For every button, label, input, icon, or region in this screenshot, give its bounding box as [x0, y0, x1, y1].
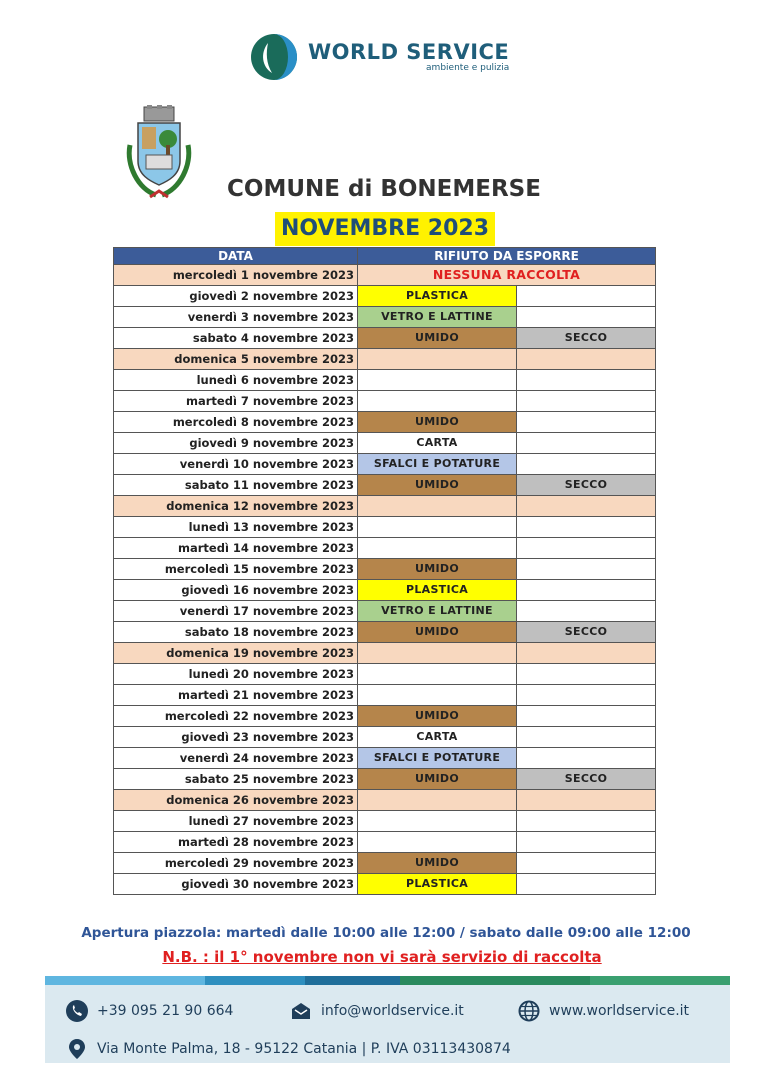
- date-cell: venerdì 24 novembre 2023: [114, 748, 358, 769]
- date-cell: mercoledì 1 novembre 2023: [114, 265, 358, 286]
- waste-cell: SFALCI E POTATURE: [358, 454, 517, 475]
- address-text: Via Monte Palma, 18 - 95122 Catania | P. IVA 03113430874: [97, 1041, 511, 1057]
- waste-cell: UMIDO: [358, 622, 517, 643]
- table-row: [114, 664, 656, 685]
- waste-cell-secondary: [517, 559, 656, 580]
- table-row: [114, 517, 656, 538]
- table-row: [114, 475, 656, 496]
- waste-cell-secondary: [517, 349, 656, 370]
- waste-cell-secondary: [517, 853, 656, 874]
- table-row: [114, 874, 656, 895]
- website-url: www.worldservice.it: [549, 1003, 690, 1019]
- waste-cell: [358, 790, 517, 811]
- month-title: NOVEMBRE 2023: [275, 212, 495, 246]
- footer-email[interactable]: [290, 1000, 464, 1022]
- no-collection-cell: NESSUNA RACCOLTA: [358, 265, 656, 286]
- table-row: [114, 412, 656, 433]
- waste-cell: [358, 517, 517, 538]
- collection-calendar-table: [113, 247, 656, 895]
- opening-hours-note: Apertura piazzola: martedì dalle 10:00 alle 12:00 / sabato dalle 09:00 alle 12:00: [81, 925, 691, 941]
- date-cell: domenica 19 novembre 2023: [114, 643, 358, 664]
- notice-text: [0, 948, 764, 966]
- date-cell: venerdì 17 novembre 2023: [114, 601, 358, 622]
- date-cell: martedì 28 novembre 2023: [114, 832, 358, 853]
- table-row: [114, 328, 656, 349]
- waste-cell-secondary: [517, 601, 656, 622]
- date-cell: domenica 5 novembre 2023: [114, 349, 358, 370]
- waste-cell-secondary: [517, 727, 656, 748]
- table-row: [114, 643, 656, 664]
- footer-phone[interactable]: [66, 1000, 233, 1022]
- date-cell: giovedì 2 novembre 2023: [114, 286, 358, 307]
- waste-cell: [358, 370, 517, 391]
- waste-cell-secondary: [517, 391, 656, 412]
- waste-cell: PLASTICA: [358, 286, 517, 307]
- brand-tagline: ambiente e pulizia: [426, 63, 510, 73]
- world-service-emblem-icon: [250, 33, 298, 81]
- waste-cell: UMIDO: [358, 328, 517, 349]
- date-cell: giovedì 9 novembre 2023: [114, 433, 358, 454]
- waste-cell: PLASTICA: [358, 874, 517, 895]
- waste-cell-secondary: [517, 706, 656, 727]
- date-cell: venerdì 10 novembre 2023: [114, 454, 358, 475]
- notice-label: N.B. : il 1° novembre non vi sarà servizio di raccolta: [162, 948, 602, 966]
- waste-cell-secondary: SECCO: [517, 328, 656, 349]
- waste-cell-secondary: [517, 370, 656, 391]
- waste-cell: VETRO E LATTINE: [358, 307, 517, 328]
- date-cell: giovedì 23 novembre 2023: [114, 727, 358, 748]
- page-title: COMUNE di BONEMERSE: [227, 176, 541, 202]
- date-cell: mercoledì 22 novembre 2023: [114, 706, 358, 727]
- table-row: [114, 811, 656, 832]
- date-cell: giovedì 30 novembre 2023: [114, 874, 358, 895]
- world-service-logo: [250, 33, 509, 81]
- table-row: [114, 622, 656, 643]
- table-row: [114, 496, 656, 517]
- table-row: [114, 538, 656, 559]
- waste-cell: PLASTICA: [358, 580, 517, 601]
- date-cell: lunedì 13 novembre 2023: [114, 517, 358, 538]
- waste-cell-secondary: [517, 664, 656, 685]
- date-cell: domenica 12 novembre 2023: [114, 496, 358, 517]
- table-row: [114, 580, 656, 601]
- waste-cell: UMIDO: [358, 559, 517, 580]
- date-cell: sabato 4 novembre 2023: [114, 328, 358, 349]
- date-cell: domenica 26 novembre 2023: [114, 790, 358, 811]
- waste-cell: UMIDO: [358, 853, 517, 874]
- waste-cell-secondary: SECCO: [517, 622, 656, 643]
- waste-cell-secondary: SECCO: [517, 769, 656, 790]
- table-header-row: [114, 248, 656, 265]
- waste-cell: UMIDO: [358, 475, 517, 496]
- table-row: [114, 307, 656, 328]
- table-row: [114, 706, 656, 727]
- phone-number: +39 095 21 90 664: [97, 1003, 234, 1019]
- waste-cell-secondary: [517, 811, 656, 832]
- header-date: DATA: [114, 248, 358, 265]
- waste-cell: [358, 496, 517, 517]
- waste-cell: UMIDO: [358, 769, 517, 790]
- location-pin-icon: [66, 1038, 88, 1060]
- email-address: info@worldservice.it: [321, 1003, 464, 1019]
- table-row: [114, 832, 656, 853]
- date-cell: martedì 14 novembre 2023: [114, 538, 358, 559]
- table-row: [114, 601, 656, 622]
- waste-cell: CARTA: [358, 727, 517, 748]
- table-row: [114, 853, 656, 874]
- table-row: [114, 748, 656, 769]
- footer-color-stripe: [45, 976, 730, 985]
- waste-cell-secondary: [517, 433, 656, 454]
- date-cell: martedì 21 novembre 2023: [114, 685, 358, 706]
- waste-cell-secondary: [517, 496, 656, 517]
- table-row: [114, 349, 656, 370]
- waste-cell: [358, 391, 517, 412]
- waste-cell: [358, 685, 517, 706]
- waste-cell-secondary: [517, 685, 656, 706]
- waste-cell: [358, 643, 517, 664]
- date-cell: martedì 7 novembre 2023: [114, 391, 358, 412]
- table-row: [114, 391, 656, 412]
- table-row: [114, 370, 656, 391]
- date-cell: mercoledì 29 novembre 2023: [114, 853, 358, 874]
- waste-cell-secondary: [517, 454, 656, 475]
- waste-cell-secondary: [517, 832, 656, 853]
- date-cell: sabato 25 novembre 2023: [114, 769, 358, 790]
- header-waste: RIFIUTO DA ESPORRE: [358, 248, 656, 265]
- waste-cell-secondary: [517, 790, 656, 811]
- table-row: [114, 559, 656, 580]
- waste-cell: [358, 538, 517, 559]
- waste-cell: UMIDO: [358, 706, 517, 727]
- date-cell: sabato 18 novembre 2023: [114, 622, 358, 643]
- brand-name: WORLD SERVICE: [308, 40, 510, 64]
- date-cell: lunedì 27 novembre 2023: [114, 811, 358, 832]
- date-cell: mercoledì 15 novembre 2023: [114, 559, 358, 580]
- waste-cell-secondary: [517, 538, 656, 559]
- globe-icon: [518, 1000, 540, 1022]
- waste-cell-secondary: [517, 748, 656, 769]
- footer-web[interactable]: [518, 1000, 689, 1022]
- waste-cell-secondary: [517, 286, 656, 307]
- table-row: [114, 727, 656, 748]
- table-row: [114, 685, 656, 706]
- footer-address: [66, 1038, 511, 1060]
- date-cell: lunedì 6 novembre 2023: [114, 370, 358, 391]
- waste-cell: [358, 664, 517, 685]
- waste-cell: [358, 832, 517, 853]
- table-row: [114, 265, 656, 286]
- date-cell: giovedì 16 novembre 2023: [114, 580, 358, 601]
- waste-cell: CARTA: [358, 433, 517, 454]
- waste-cell-secondary: SECCO: [517, 475, 656, 496]
- table-row: [114, 433, 656, 454]
- table-row: [114, 286, 656, 307]
- waste-cell: VETRO E LATTINE: [358, 601, 517, 622]
- waste-cell-secondary: [517, 517, 656, 538]
- date-cell: lunedì 20 novembre 2023: [114, 664, 358, 685]
- waste-cell: [358, 811, 517, 832]
- waste-cell-secondary: [517, 874, 656, 895]
- date-cell: mercoledì 8 novembre 2023: [114, 412, 358, 433]
- table-row: [114, 790, 656, 811]
- waste-cell: SFALCI E POTATURE: [358, 748, 517, 769]
- waste-cell-secondary: [517, 307, 656, 328]
- waste-cell: UMIDO: [358, 412, 517, 433]
- waste-cell-secondary: [517, 643, 656, 664]
- date-cell: sabato 11 novembre 2023: [114, 475, 358, 496]
- phone-icon: [66, 1000, 88, 1022]
- table-row: [114, 454, 656, 475]
- waste-cell-secondary: [517, 412, 656, 433]
- waste-cell-secondary: [517, 580, 656, 601]
- mail-icon: [290, 1000, 312, 1022]
- table-row: [114, 769, 656, 790]
- date-cell: venerdì 3 novembre 2023: [114, 307, 358, 328]
- waste-cell: [358, 349, 517, 370]
